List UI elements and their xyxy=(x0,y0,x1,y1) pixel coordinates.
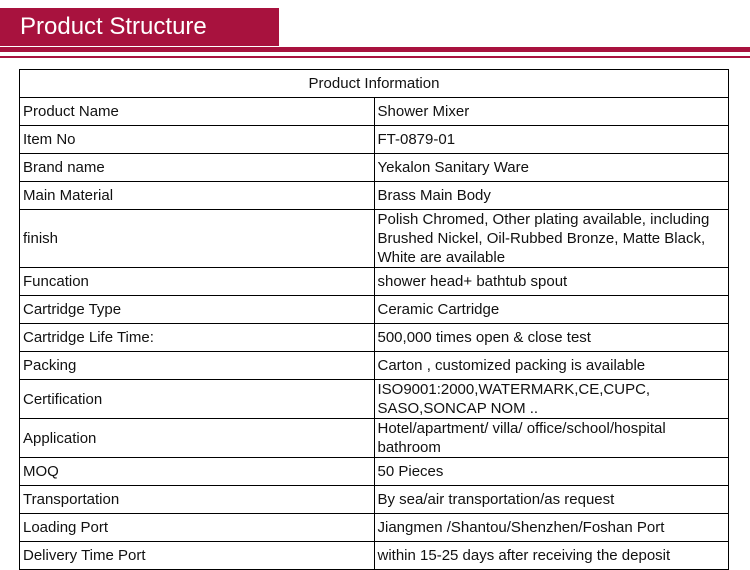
row-value: Jiangmen /Shantou/Shenzhen/Foshan Port xyxy=(374,514,729,542)
row-value: Hotel/apartment/ villa/ office/school/hospital bathroom xyxy=(374,419,729,458)
table-row xyxy=(20,154,729,182)
row-value: FT-0879-01 xyxy=(374,126,729,154)
table-row xyxy=(20,542,729,570)
row-value: within 15-25 days after receiving the deposit xyxy=(374,542,729,570)
table-row xyxy=(20,458,729,486)
table-row xyxy=(20,352,729,380)
header-divider-thin xyxy=(0,56,750,58)
row-label: Item No xyxy=(20,126,375,154)
product-info-table xyxy=(19,69,729,570)
table-row xyxy=(20,182,729,210)
row-value: 500,000 times open & close test xyxy=(374,324,729,352)
row-value: Brass Main Body xyxy=(374,182,729,210)
row-label: Cartridge Type xyxy=(20,296,375,324)
row-label: Main Material xyxy=(20,182,375,210)
row-label: Certification xyxy=(20,380,375,419)
row-label: Brand name xyxy=(20,154,375,182)
row-label: Funcation xyxy=(20,268,375,296)
row-label: Application xyxy=(20,419,375,458)
table-row xyxy=(20,380,729,419)
table-row xyxy=(20,324,729,352)
table-title: Product Information xyxy=(20,70,729,98)
row-value: Polish Chromed, Other plating available, including Brushed Nickel, Oil-Rubbed Bronze, Matte Black, White are available xyxy=(374,210,729,268)
table-row xyxy=(20,268,729,296)
row-value: ISO9001:2000,WATERMARK,CE,CUPC, SASO,SONCAP NOM .. xyxy=(374,380,729,419)
header-divider-thick xyxy=(0,47,750,52)
row-label: Delivery Time Port xyxy=(20,542,375,570)
row-label: Transportation xyxy=(20,486,375,514)
row-label: Cartridge Life Time: xyxy=(20,324,375,352)
row-label: MOQ xyxy=(20,458,375,486)
section-title: Product Structure xyxy=(20,13,207,40)
row-value: shower head+ bathtub spout xyxy=(374,268,729,296)
row-label: finish xyxy=(20,210,375,268)
table-title-row xyxy=(20,70,729,98)
row-label: Product Name xyxy=(20,98,375,126)
table-row xyxy=(20,126,729,154)
table-row xyxy=(20,210,729,268)
row-value: 50 Pieces xyxy=(374,458,729,486)
table-row xyxy=(20,486,729,514)
table-row xyxy=(20,514,729,542)
table-row xyxy=(20,296,729,324)
row-value: Carton , customized packing is available xyxy=(374,352,729,380)
row-value: Shower Mixer xyxy=(374,98,729,126)
table-row xyxy=(20,419,729,458)
row-value: By sea/air transportation/as request xyxy=(374,486,729,514)
row-value: Yekalon Sanitary Ware xyxy=(374,154,729,182)
product-info-table-container xyxy=(19,69,729,570)
row-label: Loading Port xyxy=(20,514,375,542)
table-row xyxy=(20,98,729,126)
row-value: Ceramic Cartridge xyxy=(374,296,729,324)
row-label: Packing xyxy=(20,352,375,380)
